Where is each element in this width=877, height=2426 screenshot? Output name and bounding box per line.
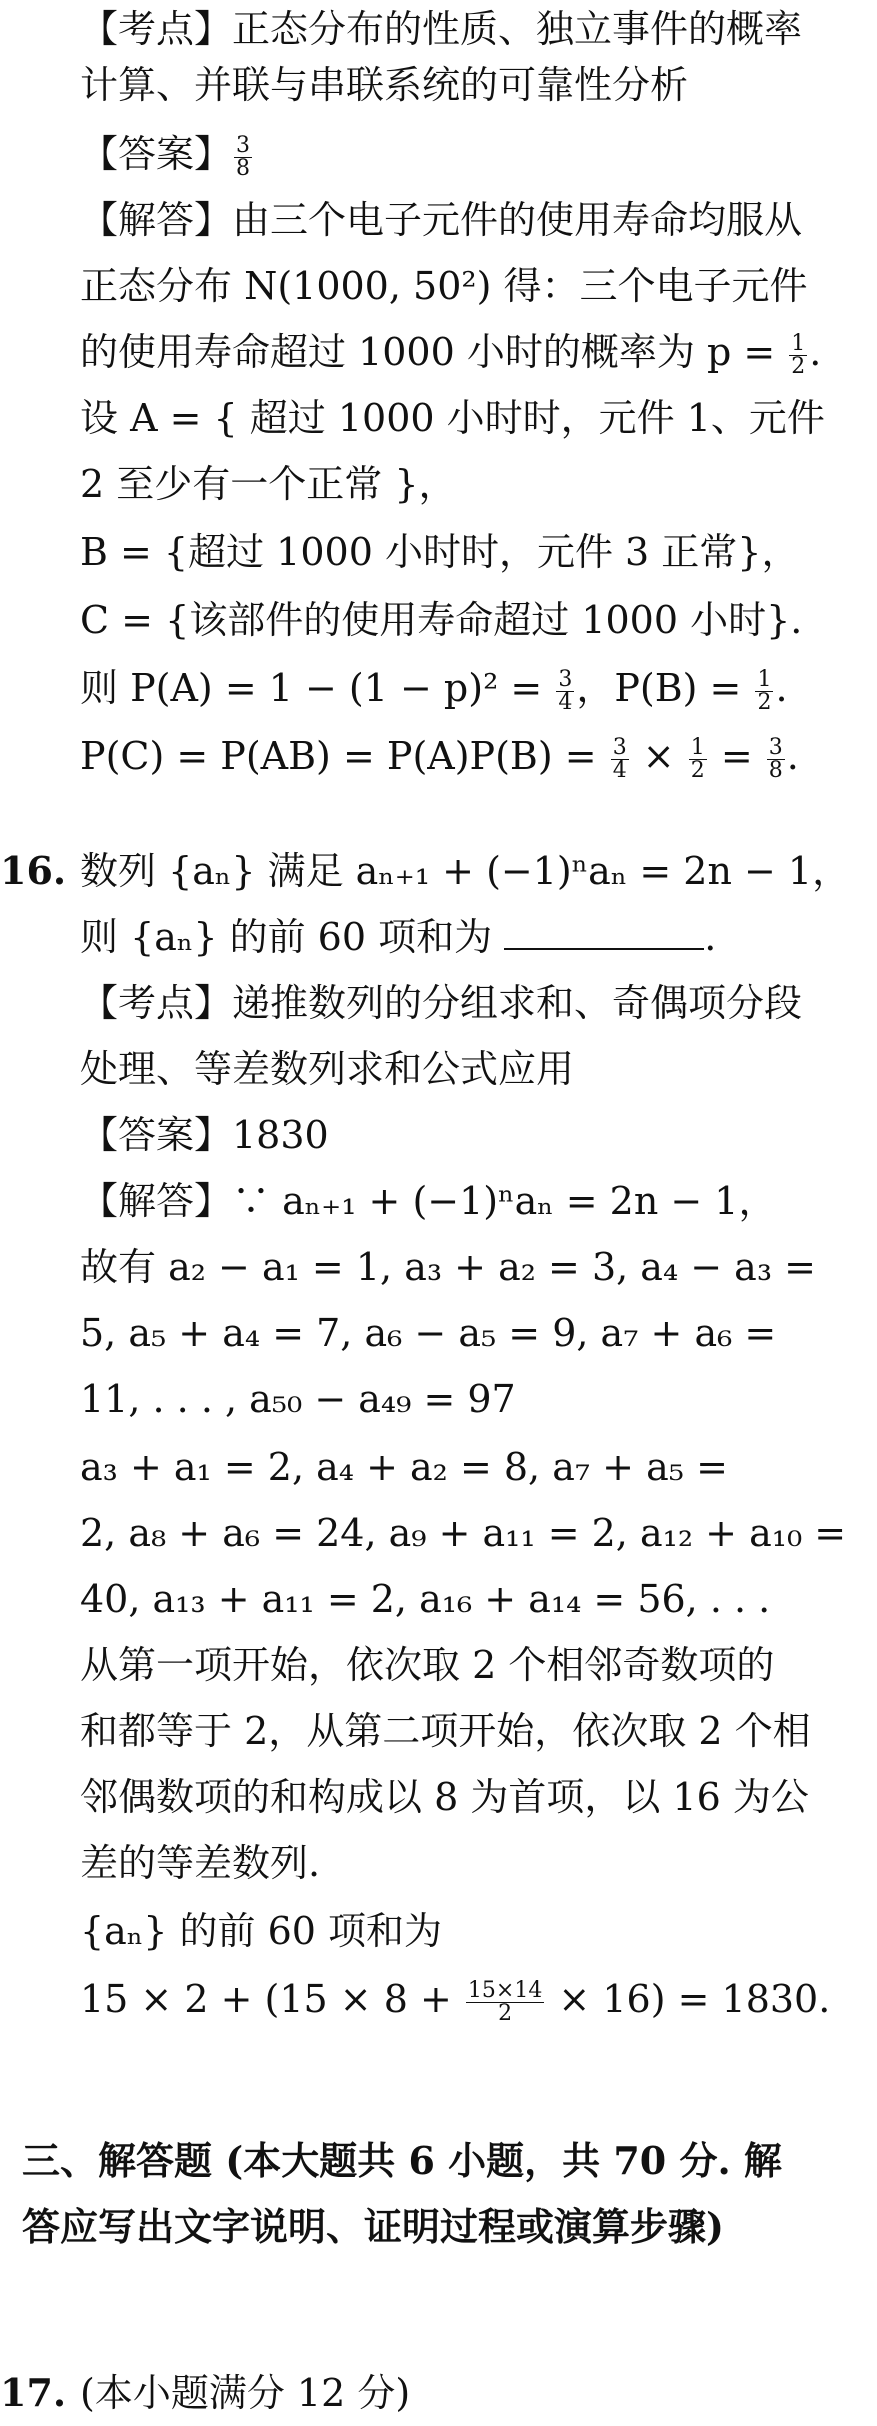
- q16-solution-8: 从第一项开始，依次取 2 个相邻奇数项的: [80, 1643, 775, 1687]
- q16-solution-7: 40, a₁₃ + a₁₁ = 2, a₁₆ + a₁₄ = 56, . . .: [80, 1577, 771, 1621]
- section-heading-line-2: 答应写出文字说明、证明过程或演算步骤): [22, 2204, 724, 2249]
- q16-solution-9: 和都等于 2，从第二项开始，依次取 2 个相: [80, 1709, 811, 1753]
- answer-blank: [504, 914, 704, 950]
- q16-solution-6: 2, a₈ + a₆ = 24, a₉ + a₁₁ = 2, a₁₂ + a₁₀ =: [80, 1511, 847, 1555]
- solution-line-3: 的使用寿命超过 1000 小时的概率为 p = $\frac{1}{2}$ .: [80, 330, 822, 379]
- q16-stem-1: 数列 {aₙ} 满足 aₙ₊₁ + (−1)ⁿaₙ = 2n − 1，: [80, 849, 851, 893]
- answer-label: 【答案】: [80, 132, 233, 176]
- solution-line-9: P(C) = P(AB) = P(A)P(B) = $\frac{3}{4}$ × $\frac{1}{2}$ = $\frac{3}{8}$ .: [80, 734, 799, 783]
- q17-header: (本小题满分 12 分): [80, 2371, 411, 2415]
- q16-answer: 【答案】1830: [80, 1113, 329, 1157]
- question-number-16: 16.: [0, 848, 67, 893]
- kaodian-line-2: 计算、并联与串联系统的可靠性分析: [80, 63, 689, 107]
- q16-solution-13: 15 × 2 + (15 × 8 + $\frac{15\times 14}{2}$ × 16) = 1830.: [80, 1977, 831, 2026]
- q16-solution-4: 11, . . . , a₅₀ − a₄₉ = 97: [80, 1377, 516, 1421]
- solution-line-6: B = {超过 1000 小时时，元件 3 正常}，: [80, 530, 800, 574]
- q16-solution-3: 5, a₅ + a₄ = 7, a₆ − a₅ = 9, a₇ + a₆ =: [80, 1311, 777, 1355]
- q16-solution-10: 邻偶数项的和构成以 8 为首项，以 16 为公: [80, 1775, 809, 1819]
- kaodian-line-1: 【考点】正态分布的性质、独立事件的概率: [80, 7, 803, 51]
- fraction-15x14-over-2: $\frac{15\times 14}{2}$: [467, 1978, 543, 2026]
- solution-line-2: 正态分布 N(1000, 50²) 得：三个电子元件: [80, 264, 808, 308]
- solution-line-5: 2 至少有一个正常 }，: [80, 462, 457, 506]
- q16-stem-2: 则 {aₙ} 的前 60 项和为 .: [80, 915, 717, 959]
- fraction-half: $\frac{1}{2}$: [791, 331, 806, 379]
- answer-line: [80, 121, 859, 187]
- question-number-17: 17.: [0, 2370, 67, 2415]
- q16-solution-2: 故有 a₂ − a₁ = 1, a₃ + a₂ = 3, a₄ − a₃ =: [80, 1245, 816, 1289]
- answer-fraction: $\frac{3}{8}$: [236, 133, 251, 181]
- solution-line-4: 设 A = { 超过 1000 小时时，元件 1、元件: [80, 396, 825, 440]
- q16-solution-12: {aₙ} 的前 60 项和为: [80, 1909, 443, 1953]
- q16-solution-5: a₃ + a₁ = 2, a₄ + a₂ = 8, a₇ + a₅ =: [80, 1445, 728, 1489]
- solution-line-8: 则 P(A) = 1 − (1 − p)² = $\frac{3}{4}$ ，P(B) = $\frac{1}{2}$ .: [80, 666, 788, 715]
- q16-solution-11: 差的等差数列.: [80, 1841, 321, 1885]
- q16-solution-1: 【解答】∵ aₙ₊₁ + (−1)ⁿaₙ = 2n − 1，: [80, 1179, 777, 1223]
- section-heading-line-1: 三、解答题 (本大题共 6 小题，共 70 分. 解: [22, 2138, 782, 2183]
- q16-kaodian-2: 处理、等差数列求和公式应用: [80, 1047, 575, 1091]
- solution-line-1: 【解答】由三个电子元件的使用寿命均服从: [80, 198, 803, 242]
- solution-line-7: C = {该部件的使用寿命超过 1000 小时}.: [80, 598, 803, 642]
- q16-kaodian-1: 【考点】递推数列的分组求和、奇偶项分段: [80, 981, 803, 1025]
